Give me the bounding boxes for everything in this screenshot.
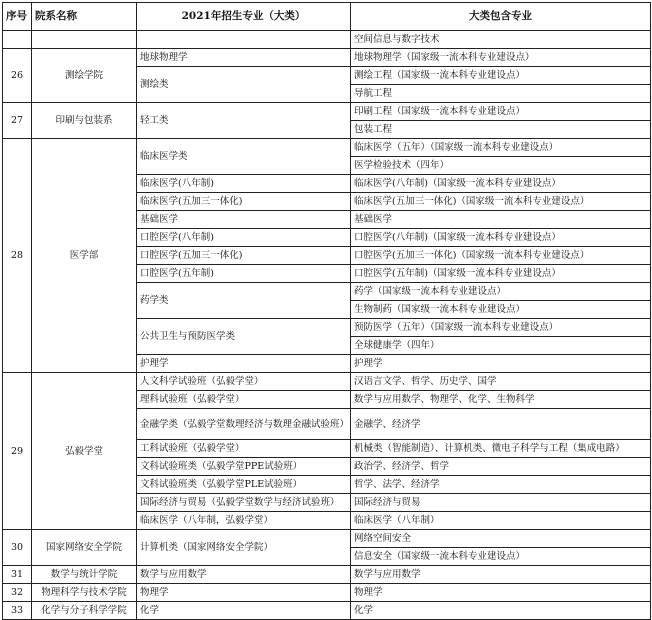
major-cell: 口腔医学(八年制) bbox=[137, 229, 351, 247]
school-cell: 化学与分子科学学院 bbox=[32, 602, 137, 620]
sub-major-cell: 空间信息与数字技术 bbox=[351, 31, 651, 49]
sub-major-cell: 口腔医学(八年制)（国家级一流本科专业建设点） bbox=[351, 229, 651, 247]
major-cell: 数学与应用数学 bbox=[137, 566, 351, 584]
sub-major-cell: 汉语言文学、哲学、历史学、国学 bbox=[351, 373, 651, 391]
major-cell: 口腔医学(五加三一体化) bbox=[137, 247, 351, 265]
sub-major-cell: 基础医学 bbox=[351, 211, 651, 229]
header-school: 院系名称 bbox=[32, 3, 137, 31]
sub-major-cell: 物理学 bbox=[351, 584, 651, 602]
index-cell: 29 bbox=[3, 373, 32, 530]
sub-major-cell: 化学 bbox=[351, 602, 651, 620]
index-cell bbox=[3, 31, 32, 49]
major-cell: 工科试验班（弘毅学堂） bbox=[137, 440, 351, 458]
header-index: 序号 bbox=[3, 3, 32, 31]
sub-major-cell: 临床医学（五年）（国家级一流本科专业建设点） bbox=[351, 139, 651, 157]
major-cell: 理科试验班（弘毅学堂） bbox=[137, 391, 351, 409]
sub-major-cell: 国际经济与贸易 bbox=[351, 494, 651, 512]
school-cell bbox=[32, 31, 137, 49]
index-cell: 26 bbox=[3, 49, 32, 103]
school-cell: 测绘学院 bbox=[32, 49, 137, 103]
major-cell: 公共卫生与预防医学类 bbox=[137, 319, 351, 355]
school-cell: 印刷与包装系 bbox=[32, 103, 137, 139]
major-cell: 药学类 bbox=[137, 283, 351, 319]
table-row bbox=[3, 139, 651, 157]
school-cell: 弘毅学堂 bbox=[32, 373, 137, 530]
sub-major-cell: 预防医学（五年）（国家级一流本科专业建设点） bbox=[351, 319, 651, 337]
major-cell: 文科试验班类（弘毅学堂PPE试验班） bbox=[137, 458, 351, 476]
sub-major-cell: 临床医学(八年制)（国家级一流本科专业建设点） bbox=[351, 175, 651, 193]
sub-major-cell: 机械类（智能制造）、计算机类、微电子科学与工程（集成电路） bbox=[351, 440, 651, 458]
table-row bbox=[3, 530, 651, 548]
sub-major-cell: 测绘工程（国家级一流本科专业建设点） bbox=[351, 67, 651, 85]
sub-major-cell: 口腔医学(五年制)（国家级一流本科专业建设点） bbox=[351, 265, 651, 283]
major-cell: 地球物理学 bbox=[137, 49, 351, 67]
major-cell: 口腔医学(五年制) bbox=[137, 265, 351, 283]
major-cell bbox=[137, 31, 351, 49]
school-cell: 医学部 bbox=[32, 139, 137, 373]
sub-major-cell: 口腔医学(五加三一体化)（国家级一流本科专业建设点） bbox=[351, 247, 651, 265]
header-row bbox=[3, 3, 651, 31]
index-cell: 27 bbox=[3, 103, 32, 139]
major-cell: 金融学类（弘毅学堂数理经济与数理金融试验班） bbox=[137, 409, 351, 440]
sub-major-cell: 临床医学（八年制） bbox=[351, 512, 651, 530]
table-row bbox=[3, 49, 651, 67]
table-row bbox=[3, 566, 651, 584]
index-cell: 31 bbox=[3, 566, 32, 584]
table-row bbox=[3, 584, 651, 602]
school-cell: 数学与统计学院 bbox=[32, 566, 137, 584]
sub-major-cell: 全球健康学（四年） bbox=[351, 337, 651, 355]
major-cell: 临床医学类 bbox=[137, 139, 351, 175]
sub-major-cell: 网络空间安全 bbox=[351, 530, 651, 548]
school-cell: 物理科学与技术学院 bbox=[32, 584, 137, 602]
major-cell: 护理学 bbox=[137, 355, 351, 373]
index-cell: 30 bbox=[3, 530, 32, 566]
table-row bbox=[3, 602, 651, 620]
school-cell: 国家网络安全学院 bbox=[32, 530, 137, 566]
index-cell: 33 bbox=[3, 602, 32, 620]
header-major: 2021年招生专业（大类） bbox=[137, 3, 351, 31]
sub-major-cell: 地球物理学（国家级一流本科专业建设点） bbox=[351, 49, 651, 67]
major-cell: 化学 bbox=[137, 602, 351, 620]
major-cell: 临床医学(八年制) bbox=[137, 175, 351, 193]
sub-major-cell: 生物制药（国家级一流本科专业建设点） bbox=[351, 301, 651, 319]
sub-major-cell: 信息安全（国家级一流本科专业建设点） bbox=[351, 548, 651, 566]
major-cell: 测绘类 bbox=[137, 67, 351, 103]
major-cell: 文科试验班类（弘毅学堂PLE试验班） bbox=[137, 476, 351, 494]
major-cell: 临床医学（八年制，弘毅学堂） bbox=[137, 512, 351, 530]
table-row bbox=[3, 103, 651, 121]
sub-major-cell: 包装工程 bbox=[351, 121, 651, 139]
major-cell: 物理学 bbox=[137, 584, 351, 602]
major-cell: 国际经济与贸易（弘毅学堂数学与经济试验班） bbox=[137, 494, 351, 512]
sub-major-cell: 护理学 bbox=[351, 355, 651, 373]
sub-major-cell: 医学检验技术（四年） bbox=[351, 157, 651, 175]
sub-major-cell: 金融学、经济学 bbox=[351, 409, 651, 440]
sub-major-cell: 临床医学(五加三一体化)（国家级一流本科专业建设点） bbox=[351, 193, 651, 211]
majors-table bbox=[2, 2, 651, 620]
sub-major-cell: 印刷工程（国家级一流本科专业建设点） bbox=[351, 103, 651, 121]
major-cell: 人文科学试验班（弘毅学堂） bbox=[137, 373, 351, 391]
sub-major-cell: 政治学、经济学、哲学 bbox=[351, 458, 651, 476]
header-sub-majors: 大类包含专业 bbox=[351, 3, 651, 31]
sub-major-cell: 药学（国家级一流本科专业建设点） bbox=[351, 283, 651, 301]
table-row bbox=[3, 31, 651, 49]
index-cell: 32 bbox=[3, 584, 32, 602]
major-cell: 基础医学 bbox=[137, 211, 351, 229]
major-cell: 轻工类 bbox=[137, 103, 351, 139]
sub-major-cell: 哲学、法学、经济学 bbox=[351, 476, 651, 494]
major-cell: 计算机类（国家网络安全学院） bbox=[137, 530, 351, 566]
sub-major-cell: 数学与应用数学、物理学、化学、生物科学 bbox=[351, 391, 651, 409]
major-cell: 临床医学(五加三一体化) bbox=[137, 193, 351, 211]
sub-major-cell: 数学与应用数学 bbox=[351, 566, 651, 584]
table-row bbox=[3, 373, 651, 391]
sub-major-cell: 导航工程 bbox=[351, 85, 651, 103]
index-cell: 28 bbox=[3, 139, 32, 373]
